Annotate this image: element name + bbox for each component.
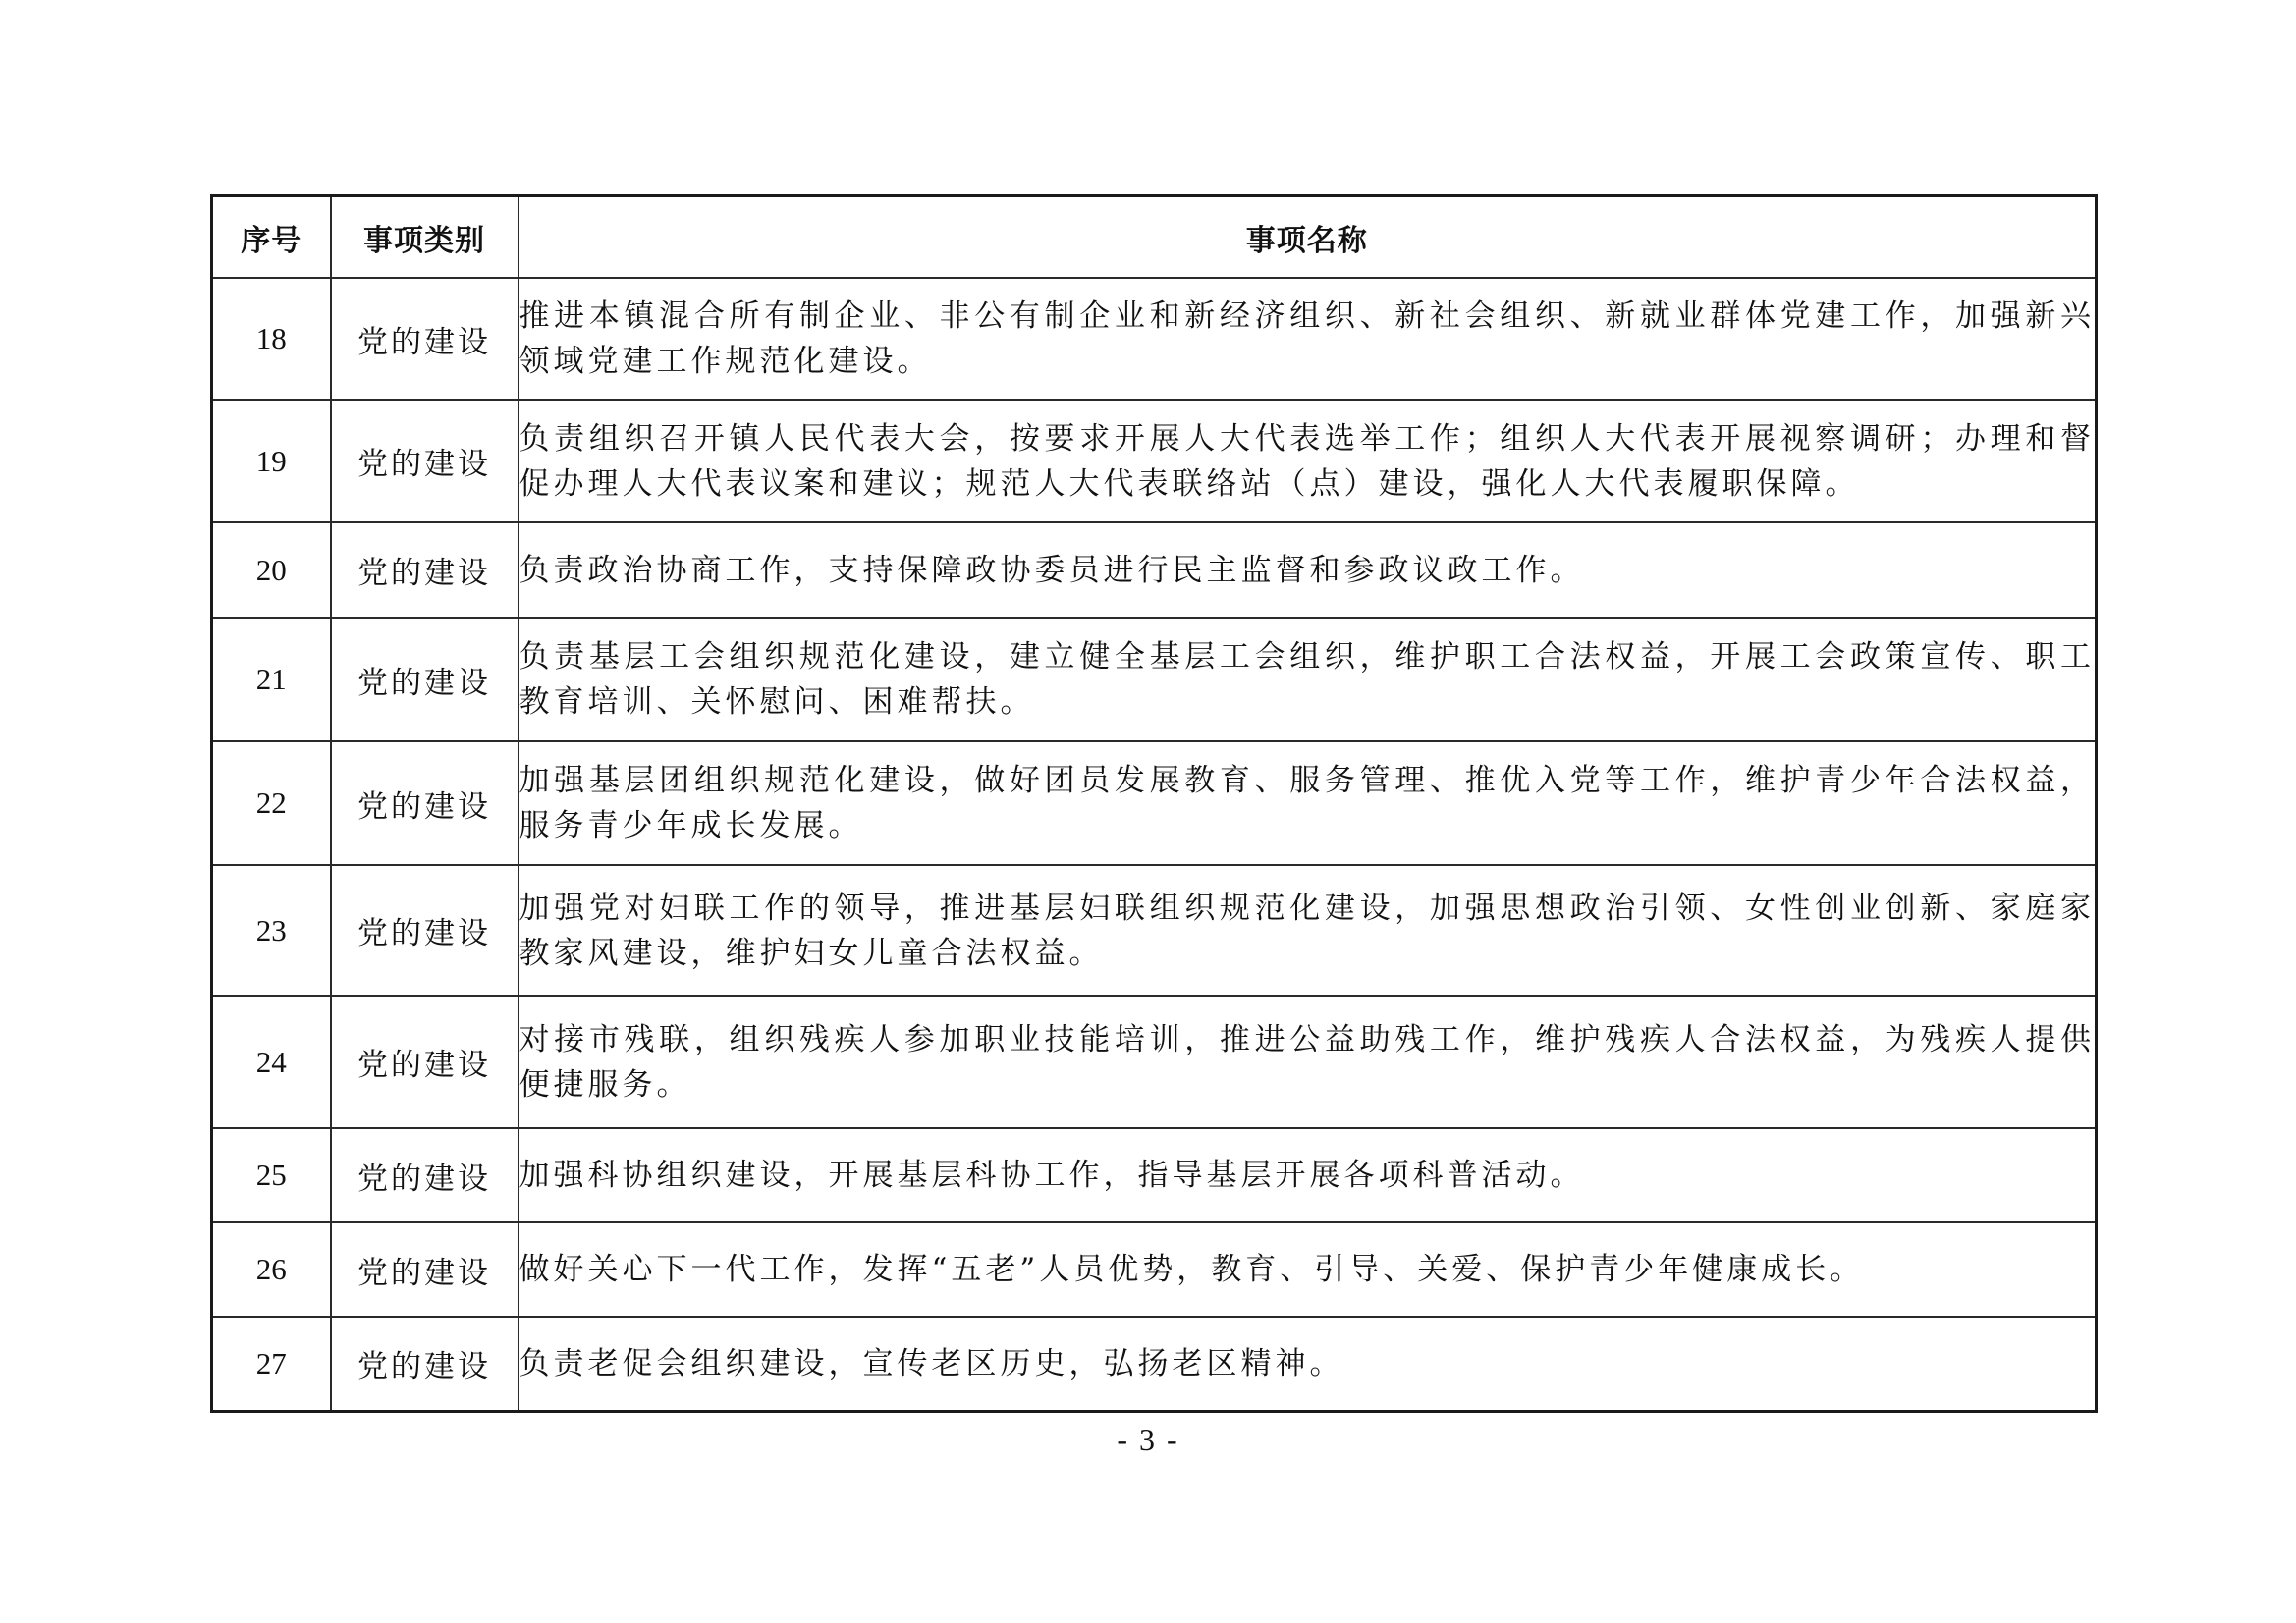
row-category: 党的建设	[331, 996, 519, 1128]
row-category: 党的建设	[331, 400, 519, 522]
row-index: 27	[212, 1317, 331, 1411]
row-category: 党的建设	[331, 1128, 519, 1222]
row-category: 党的建设	[331, 278, 519, 400]
table-row	[212, 1222, 2097, 1317]
row-name: 负责组织召开镇人民代表大会，按要求开展人大代表选举工作；组织人大代表开展视察调研；办理和督促办理人大代表议案和建议；规范人大代表联络站（点）建设，强化人大代表履职保障。	[519, 400, 2097, 522]
row-category: 党的建设	[331, 522, 519, 618]
row-category: 党的建设	[331, 741, 519, 865]
table-row	[212, 1317, 2097, 1411]
table-row	[212, 278, 2097, 400]
page-number: - 3 -	[1117, 1422, 1179, 1457]
row-index: 26	[212, 1222, 331, 1317]
table-row	[212, 996, 2097, 1128]
header-name: 事项名称	[519, 196, 2097, 279]
table-row	[212, 741, 2097, 865]
row-category: 党的建设	[331, 865, 519, 996]
items-table	[210, 194, 2098, 1413]
table-row	[212, 400, 2097, 522]
row-category: 党的建设	[331, 618, 519, 741]
row-index: 25	[212, 1128, 331, 1222]
table-row	[212, 522, 2097, 618]
row-name: 加强基层团组织规范化建设，做好团员发展教育、服务管理、推优入党等工作，维护青少年合法权益，服务青少年成长发展。	[519, 741, 2097, 865]
row-name: 加强党对妇联工作的领导，推进基层妇联组织规范化建设，加强思想政治引领、女性创业创新、家庭家教家风建设，维护妇女儿童合法权益。	[519, 865, 2097, 996]
row-category: 党的建设	[331, 1222, 519, 1317]
table-row	[212, 865, 2097, 996]
header-index: 序号	[212, 196, 331, 279]
row-index: 21	[212, 618, 331, 741]
row-name: 负责老促会组织建设，宣传老区历史，弘扬老区精神。	[519, 1317, 2097, 1411]
row-name: 推进本镇混合所有制企业、非公有制企业和新经济组织、新社会组织、新就业群体党建工作，加强新兴领域党建工作规范化建设。	[519, 278, 2097, 400]
row-index: 23	[212, 865, 331, 996]
row-index: 20	[212, 522, 331, 618]
row-name: 负责基层工会组织规范化建设，建立健全基层工会组织，维护职工合法权益，开展工会政策宣传、职工教育培训、关怀慰问、困难帮扶。	[519, 618, 2097, 741]
table-row	[212, 1128, 2097, 1222]
row-index: 19	[212, 400, 331, 522]
row-index: 24	[212, 996, 331, 1128]
row-name: 负责政治协商工作，支持保障政协委员进行民主监督和参政议政工作。	[519, 522, 2097, 618]
row-name: 对接市残联，组织残疾人参加职业技能培训，推进公益助残工作，维护残疾人合法权益，为残疾人提供便捷服务。	[519, 996, 2097, 1128]
row-index: 22	[212, 741, 331, 865]
header-category: 事项类别	[331, 196, 519, 279]
table-header-row	[212, 196, 2097, 279]
row-name: 做好关心下一代工作，发挥“五老”人员优势，教育、引导、关爱、保护青少年健康成长。	[519, 1222, 2097, 1317]
table-row	[212, 618, 2097, 741]
row-name: 加强科协组织建设，开展基层科协工作，指导基层开展各项科普活动。	[519, 1128, 2097, 1222]
row-index: 18	[212, 278, 331, 400]
row-category: 党的建设	[331, 1317, 519, 1411]
